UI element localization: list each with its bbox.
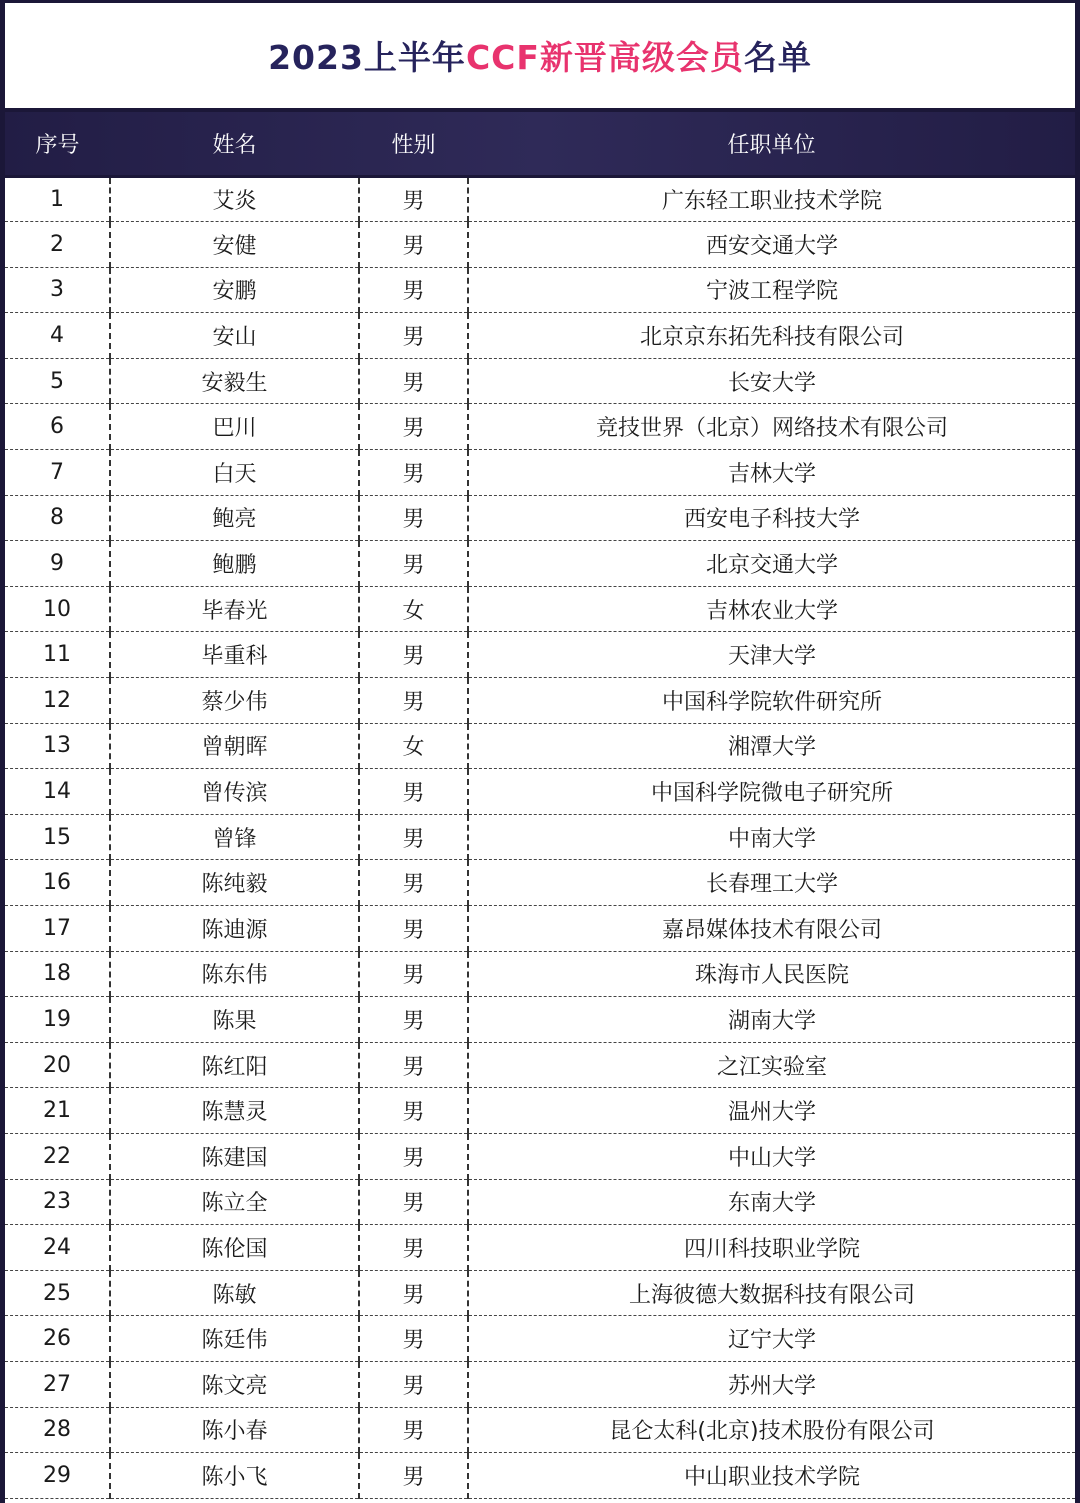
- header-name: 姓名: [110, 112, 359, 176]
- table-row: [5, 1133, 1075, 1179]
- cell-gender: 男: [359, 906, 468, 952]
- header-gender: 性别: [359, 112, 468, 176]
- table-row: [5, 678, 1075, 724]
- cell-gender: 男: [359, 313, 468, 359]
- cell-gender: 男: [359, 997, 468, 1043]
- cell-index: 18: [5, 951, 110, 997]
- cell-gender: 男: [359, 678, 468, 724]
- cell-gender: 女: [359, 586, 468, 632]
- cell-index: 11: [5, 632, 110, 678]
- table-row: [5, 1088, 1075, 1134]
- cell-organization: 嘉昂媒体技术有限公司: [468, 906, 1075, 952]
- cell-index: 29: [5, 1453, 110, 1499]
- cell-name: 鲍鹏: [110, 541, 359, 587]
- title-part-highlight: CCF新晋高级会员: [465, 38, 744, 77]
- cell-gender: 男: [359, 814, 468, 860]
- header-organization: 任职单位: [468, 112, 1075, 176]
- cell-gender: 男: [359, 1225, 468, 1271]
- cell-gender: 男: [359, 541, 468, 587]
- table-row: [5, 1361, 1075, 1407]
- table-row: [5, 313, 1075, 359]
- cell-gender: 男: [359, 1453, 468, 1499]
- cell-organization: 吉林大学: [468, 450, 1075, 496]
- cell-index: 14: [5, 769, 110, 815]
- cell-organization: 西安交通大学: [468, 222, 1075, 268]
- cell-organization: 温州大学: [468, 1088, 1075, 1134]
- cell-organization: 上海彼德大数据科技有限公司: [468, 1270, 1075, 1316]
- cell-organization: 中山大学: [468, 1133, 1075, 1179]
- table-row: [5, 1407, 1075, 1453]
- cell-organization: 天津大学: [468, 632, 1075, 678]
- cell-name: 陈立全: [110, 1179, 359, 1225]
- cell-index: 4: [5, 313, 110, 359]
- cell-name: 陈果: [110, 997, 359, 1043]
- table-header: [5, 112, 1075, 176]
- cell-index: 12: [5, 678, 110, 724]
- cell-gender: 男: [359, 632, 468, 678]
- table-row: [5, 1453, 1075, 1499]
- cell-name: 曾朝晖: [110, 723, 359, 769]
- cell-organization: 中南大学: [468, 814, 1075, 860]
- table-row: [5, 1270, 1075, 1316]
- cell-index: 3: [5, 267, 110, 313]
- table-row: [5, 176, 1075, 222]
- cell-gender: 女: [359, 723, 468, 769]
- table-row: [5, 222, 1075, 268]
- cell-gender: 男: [359, 860, 468, 906]
- table-row: [5, 541, 1075, 587]
- cell-name: 陈迪源: [110, 906, 359, 952]
- cell-index: 8: [5, 495, 110, 541]
- cell-index: 9: [5, 541, 110, 587]
- header-row: [5, 112, 1075, 176]
- table-row: [5, 1042, 1075, 1088]
- cell-index: 1: [5, 176, 110, 222]
- cell-organization: 竞技世界（北京）网络技术有限公司: [468, 404, 1075, 450]
- cell-index: 23: [5, 1179, 110, 1225]
- table-row: [5, 632, 1075, 678]
- cell-index: 24: [5, 1225, 110, 1271]
- cell-name: 陈东伟: [110, 951, 359, 997]
- cell-index: 25: [5, 1270, 110, 1316]
- cell-index: 6: [5, 404, 110, 450]
- cell-name: 巴川: [110, 404, 359, 450]
- table-row: [5, 495, 1075, 541]
- cell-organization: 长安大学: [468, 358, 1075, 404]
- member-table: [5, 112, 1075, 1499]
- table-row: [5, 358, 1075, 404]
- table-row: [5, 586, 1075, 632]
- cell-gender: 男: [359, 267, 468, 313]
- cell-index: 20: [5, 1042, 110, 1088]
- table-row: [5, 906, 1075, 952]
- cell-organization: 珠海市人民医院: [468, 951, 1075, 997]
- cell-organization: 宁波工程学院: [468, 267, 1075, 313]
- header-index: 序号: [5, 112, 110, 176]
- cell-organization: 湖南大学: [468, 997, 1075, 1043]
- cell-organization: 苏州大学: [468, 1361, 1075, 1407]
- cell-name: 陈慧灵: [110, 1088, 359, 1134]
- cell-organization: 西安电子科技大学: [468, 495, 1075, 541]
- table-row: [5, 814, 1075, 860]
- cell-gender: 男: [359, 1133, 468, 1179]
- cell-name: 安山: [110, 313, 359, 359]
- cell-index: 15: [5, 814, 110, 860]
- table-row: [5, 723, 1075, 769]
- cell-organization: 东南大学: [468, 1179, 1075, 1225]
- cell-name: 陈文亮: [110, 1361, 359, 1407]
- cell-gender: 男: [359, 1270, 468, 1316]
- cell-index: 7: [5, 450, 110, 496]
- cell-organization: 中国科学院软件研究所: [468, 678, 1075, 724]
- cell-organization: 中国科学院微电子研究所: [468, 769, 1075, 815]
- cell-name: 陈廷伟: [110, 1316, 359, 1362]
- cell-name: 陈敏: [110, 1270, 359, 1316]
- cell-name: 艾炎: [110, 176, 359, 222]
- cell-gender: 男: [359, 222, 468, 268]
- cell-name: 曾锋: [110, 814, 359, 860]
- cell-index: 19: [5, 997, 110, 1043]
- cell-gender: 男: [359, 404, 468, 450]
- table-row: [5, 1316, 1075, 1362]
- cell-organization: 辽宁大学: [468, 1316, 1075, 1362]
- cell-name: 安毅生: [110, 358, 359, 404]
- table-row: [5, 951, 1075, 997]
- cell-name: 陈小春: [110, 1407, 359, 1453]
- cell-index: 5: [5, 358, 110, 404]
- cell-gender: 男: [359, 951, 468, 997]
- cell-gender: 男: [359, 1361, 468, 1407]
- cell-organization: 广东轻工职业技术学院: [468, 176, 1075, 222]
- table-row: [5, 860, 1075, 906]
- page-title: [5, 3, 1075, 112]
- cell-organization: 四川科技职业学院: [468, 1225, 1075, 1271]
- table-row: [5, 1179, 1075, 1225]
- cell-gender: 男: [359, 450, 468, 496]
- cell-name: 毕重科: [110, 632, 359, 678]
- cell-organization: 北京京东拓先科技有限公司: [468, 313, 1075, 359]
- table-row: [5, 997, 1075, 1043]
- cell-name: 鲍亮: [110, 495, 359, 541]
- cell-index: 26: [5, 1316, 110, 1362]
- cell-gender: 男: [359, 1179, 468, 1225]
- cell-name: 陈伦国: [110, 1225, 359, 1271]
- cell-index: 2: [5, 222, 110, 268]
- cell-organization: 昆仑太科(北京)技术股份有限公司: [468, 1407, 1075, 1453]
- cell-organization: 长春理工大学: [468, 860, 1075, 906]
- title-part-list: 名单: [743, 38, 812, 77]
- cell-name: 陈红阳: [110, 1042, 359, 1088]
- cell-index: 21: [5, 1088, 110, 1134]
- cell-name: 安鹏: [110, 267, 359, 313]
- cell-index: 16: [5, 860, 110, 906]
- cell-organization: 湘潭大学: [468, 723, 1075, 769]
- cell-name: 安健: [110, 222, 359, 268]
- cell-name: 曾传滨: [110, 769, 359, 815]
- cell-name: 陈建国: [110, 1133, 359, 1179]
- table-row: [5, 450, 1075, 496]
- cell-gender: 男: [359, 495, 468, 541]
- cell-gender: 男: [359, 1088, 468, 1134]
- cell-name: 白天: [110, 450, 359, 496]
- title-part-year: 2023上半年: [268, 38, 466, 77]
- cell-gender: 男: [359, 1042, 468, 1088]
- cell-name: 毕春光: [110, 586, 359, 632]
- cell-gender: 男: [359, 769, 468, 815]
- cell-index: 10: [5, 586, 110, 632]
- cell-organization: 中山职业技术学院: [468, 1453, 1075, 1499]
- cell-index: 13: [5, 723, 110, 769]
- table-row: [5, 769, 1075, 815]
- table-body: [5, 176, 1075, 1498]
- table-row: [5, 267, 1075, 313]
- cell-gender: 男: [359, 1407, 468, 1453]
- cell-index: 17: [5, 906, 110, 952]
- table-row: [5, 404, 1075, 450]
- cell-gender: 男: [359, 358, 468, 404]
- cell-index: 22: [5, 1133, 110, 1179]
- cell-index: 28: [5, 1407, 110, 1453]
- cell-organization: 吉林农业大学: [468, 586, 1075, 632]
- cell-organization: 之江实验室: [468, 1042, 1075, 1088]
- cell-name: 陈小飞: [110, 1453, 359, 1499]
- table-row: [5, 1225, 1075, 1271]
- cell-gender: 男: [359, 176, 468, 222]
- cell-index: 27: [5, 1361, 110, 1407]
- cell-organization: 北京交通大学: [468, 541, 1075, 587]
- cell-gender: 男: [359, 1316, 468, 1362]
- cell-name: 蔡少伟: [110, 678, 359, 724]
- cell-name: 陈纯毅: [110, 860, 359, 906]
